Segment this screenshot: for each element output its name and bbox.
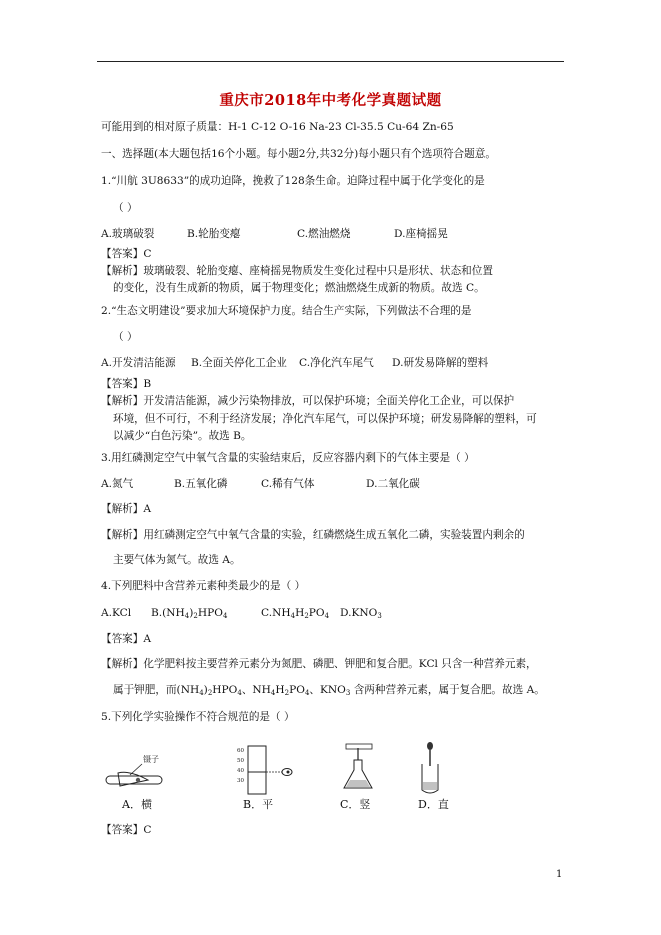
q1-answer: 【答案】C [101,248,152,260]
q3-stem: 3.用红磷测定空气中氧气含量的实验结束后，反应容器内剩下的气体主要是（ ） [101,452,475,464]
q1-option-c: C.燃油燃烧 [297,228,351,240]
section-heading: 一、选择题(本大题包括16个小题。每小题2分,共32分)每小题只有个选项符合题意。 [101,148,496,160]
atomic-masses: 可能用到的相对原子质量：H-1 C-12 O-16 Na-23 Cl-35.5 Cu-64 Zn-65 [101,121,454,133]
figure-c-flask [340,744,372,811]
q1-paren: （ ） [113,202,138,214]
q5-answer: 【答案】C [101,824,152,836]
tweezer-label: 镊子 [143,755,159,764]
q1-option-d: D.座椅摇晃 [394,228,448,240]
q3-explanation-1: 【解析】用红磷测定空气中氧气含量的实验，红磷燃烧生成五氧化二磷，实验装置内剩余的 [101,529,525,541]
q4-answer: 【答案】A [101,633,152,645]
q4-explanation-1: 【解析】化学肥料按主要营养元素分为氮肥、磷肥、钾肥和复合肥。KCl 只含一种营养元素， [101,658,537,670]
q2-option-c: C.净化汽车尾气 [299,357,374,369]
q2-option-b: B.全面关停化工企业 [191,357,287,369]
scale-60: 60 [237,748,244,754]
q3-answer: 【解析】A [101,503,152,515]
figure-caption-a: A．横 [122,798,152,811]
q4-option-c: $C.NH_4H_2PO_4$ [261,607,330,620]
q4-option-b: $B.(NH_4)_2HPO_4$ [151,607,228,620]
q4-explanation-2: 属于钾肥，而$(NH_4)_2HPO_4$、$NH_4H_2PO_4$、$KNO_3$ 含两种营养元素，属于复合肥。故选 A。 [113,684,545,697]
q1-stem: 1.“川航 3U8633”的成功迫降，挽救了128条生命。迫降过程中属于化学变化的是 [101,175,485,187]
q2-explanation-1: 【解析】开发清洁能源，减少污染物排放，可以保护环境；全面关停化工企业，可以保护 [101,395,515,407]
q1-option-a: A.玻璃破裂 [101,228,155,240]
q4-stem: 4.下列肥料中含营养元素种类最少的是（ ） [101,580,306,592]
q3-option-c: C.稀有气体 [261,478,315,490]
q1-option-b: B.轮胎变瘪 [187,228,241,240]
figure-caption-d: D．直 [418,798,449,811]
figure-b-cylinder [237,746,292,811]
figure-d-dropper-tube [418,742,449,811]
q2-explanation-2: 环境，但不可行，不利于经济发展；净化汽车尾气，可以保护环境；研发易降解的塑料，可 [113,413,537,425]
page-title: 重庆市2018年中考化学真题试题 [219,92,442,109]
q2-explanation-3: 以减少“白色污染”。故选 B。 [113,430,252,442]
q2-answer: 【答案】B [101,378,152,390]
q4-option-d: $D.KNO_3$ [340,607,382,620]
scale-30: 30 [237,778,244,784]
scale-50: 50 [237,758,244,764]
scale-40: 40 [237,768,244,774]
header-rule [97,61,564,62]
q2-option-d: D.研发易降解的塑料 [392,357,489,369]
q5-stem: 5.下列化学实验操作不符合规范的是（ ） [101,711,295,723]
q1-explanation-1: 【解析】玻璃破裂、轮胎变瘪、座椅摇晃物质发生变化过程中只是形状、状态和位置 [101,265,493,277]
q3-option-b: B.五氧化磷 [174,478,228,490]
q3-explanation-2: 主要气体为氮气。故选 A。 [113,554,241,566]
figure-a-tweezers-tube [106,754,162,811]
figure-caption-b: B．平 [243,798,274,811]
page-number: 1 [556,869,563,880]
q2-paren: （ ） [113,331,138,343]
q1-explanation-2: 的变化，没有生成新的物质，属于物理变化；燃油燃烧生成新的物质。故选 C。 [113,282,485,294]
q2-stem: 2.“生态文明建设”要求加大环境保护力度。结合生产实际，下列做法不合理的是 [101,305,472,317]
q5-figure [100,740,449,812]
figure-caption-c: C．竖 [340,798,371,811]
q4-option-a: A.KCl [101,607,132,619]
q2-option-a: A.开发清洁能源 [101,357,176,369]
q3-option-a: A.氮气 [101,478,134,490]
q3-option-d: D.二氧化碳 [366,478,420,490]
